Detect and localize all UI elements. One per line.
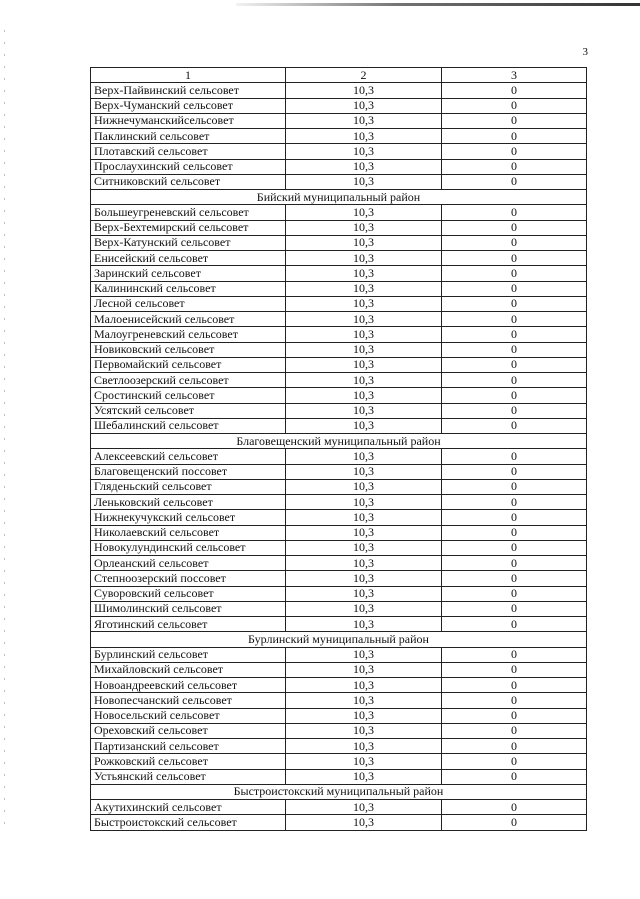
value-col3-cell: 0 [442, 556, 587, 571]
value-col2-cell: 10,3 [286, 129, 442, 144]
value-col2-cell: 10,3 [286, 769, 442, 784]
value-col2-cell: 10,3 [286, 144, 442, 159]
settlement-name-cell: Новосельский сельсовет [91, 708, 286, 723]
value-col2-cell: 10,3 [286, 525, 442, 540]
settlement-name-cell: Нижнекучукский сельсовет [91, 510, 286, 525]
settlement-name-cell: Малоенисейский сельсовет [91, 312, 286, 327]
table-row [91, 815, 587, 830]
value-col2-cell: 10,3 [286, 83, 442, 98]
value-col2-cell: 10,3 [286, 815, 442, 830]
allocation-table [90, 67, 587, 831]
page-number: 3 [582, 46, 588, 58]
settlement-name-cell: Светлоозерский сельсовет [91, 373, 286, 388]
value-col2-cell: 10,3 [286, 449, 442, 464]
table-row [91, 357, 587, 372]
table-row [91, 723, 587, 738]
table-row [91, 129, 587, 144]
table-row [91, 495, 587, 510]
value-col2-cell: 10,3 [286, 708, 442, 723]
settlement-name-cell: Нижнечуманскийсельсовет [91, 113, 286, 128]
value-col3-cell: 0 [442, 312, 587, 327]
value-col3-cell: 0 [442, 571, 587, 586]
settlement-name-cell: Акутихинский сельсовет [91, 800, 286, 815]
value-col3-cell: 0 [442, 357, 587, 372]
value-col2-cell: 10,3 [286, 205, 442, 220]
value-col3-cell: 0 [442, 373, 587, 388]
district-title: Бийский муниципальный район [91, 190, 587, 205]
value-col3-cell: 0 [442, 205, 587, 220]
table-row [91, 266, 587, 281]
settlement-name-cell: Рожковский сельсовет [91, 754, 286, 769]
table-row [91, 235, 587, 250]
table-row [91, 769, 587, 784]
table-row [91, 83, 587, 98]
value-col2-cell: 10,3 [286, 693, 442, 708]
value-col2-cell: 10,3 [286, 647, 442, 662]
value-col2-cell: 10,3 [286, 235, 442, 250]
settlement-name-cell: Суворовский сельсовет [91, 586, 286, 601]
district-section-row [91, 784, 587, 799]
value-col3-cell: 0 [442, 525, 587, 540]
value-col3-cell: 0 [442, 662, 587, 677]
value-col3-cell: 0 [442, 800, 587, 815]
settlement-name-cell: Устьянский сельсовет [91, 769, 286, 784]
settlement-name-cell: Новокулундинский сельсовет [91, 540, 286, 555]
value-col3-cell: 0 [442, 403, 587, 418]
value-col3-cell: 0 [442, 251, 587, 266]
table-row [91, 113, 587, 128]
table-row [91, 525, 587, 540]
value-col2-cell: 10,3 [286, 586, 442, 601]
value-col2-cell: 10,3 [286, 601, 442, 616]
settlement-name-cell: Михайловский сельсовет [91, 662, 286, 677]
settlement-name-cell: Степноозерский поссовет [91, 571, 286, 586]
district-title: Быстроистокский муниципальный район [91, 784, 587, 799]
settlement-name-cell: Верх-Пайвинский сельсовет [91, 83, 286, 98]
value-col2-cell: 10,3 [286, 266, 442, 281]
value-col2-cell: 10,3 [286, 159, 442, 174]
table-row [91, 449, 587, 464]
value-col2-cell: 10,3 [286, 754, 442, 769]
settlement-name-cell: Малоугреневский сельсовет [91, 327, 286, 342]
value-col3-cell: 0 [442, 159, 587, 174]
value-col2-cell: 10,3 [286, 327, 442, 342]
value-col3-cell: 0 [442, 235, 587, 250]
value-col2-cell: 10,3 [286, 174, 442, 189]
value-col3-cell: 0 [442, 83, 587, 98]
value-col2-cell: 10,3 [286, 98, 442, 113]
header-cell-col2: 2 [286, 68, 442, 83]
settlement-name-cell: Лесной сельсовет [91, 296, 286, 311]
district-section-row [91, 434, 587, 449]
settlement-name-cell: Николаевский сельсовет [91, 525, 286, 540]
value-col3-cell: 0 [442, 647, 587, 662]
table-row [91, 159, 587, 174]
table-row [91, 251, 587, 266]
value-col2-cell: 10,3 [286, 800, 442, 815]
value-col2-cell: 10,3 [286, 251, 442, 266]
value-col3-cell: 0 [442, 129, 587, 144]
table-row [91, 662, 587, 677]
scan-binding-marks [4, 30, 5, 830]
table-row [91, 617, 587, 632]
value-col3-cell: 0 [442, 220, 587, 235]
value-col3-cell: 0 [442, 98, 587, 113]
table-row [91, 342, 587, 357]
value-col3-cell: 0 [442, 739, 587, 754]
table-row [91, 403, 587, 418]
value-col3-cell: 0 [442, 617, 587, 632]
table-row [91, 418, 587, 433]
settlement-name-cell: Шимолинский сельсовет [91, 601, 286, 616]
table-row [91, 586, 587, 601]
value-col3-cell: 0 [442, 281, 587, 296]
value-col3-cell: 0 [442, 342, 587, 357]
settlement-name-cell: Ореховский сельсовет [91, 723, 286, 738]
value-col2-cell: 10,3 [286, 739, 442, 754]
value-col3-cell: 0 [442, 479, 587, 494]
table-row [91, 693, 587, 708]
settlement-name-cell: Алексеевский сельсовет [91, 449, 286, 464]
district-section-row [91, 190, 587, 205]
table-row [91, 601, 587, 616]
settlement-name-cell: Паклинский сельсовет [91, 129, 286, 144]
header-cell-col3: 3 [442, 68, 587, 83]
settlement-name-cell: Верх-Чуманский сельсовет [91, 98, 286, 113]
settlement-name-cell: Бурлинский сельсовет [91, 647, 286, 662]
value-col2-cell: 10,3 [286, 678, 442, 693]
value-col2-cell: 10,3 [286, 357, 442, 372]
table-body [91, 68, 587, 831]
value-col3-cell: 0 [442, 693, 587, 708]
settlement-name-cell: Орлеанский сельсовет [91, 556, 286, 571]
table-row [91, 373, 587, 388]
table-row [91, 800, 587, 815]
district-section-row [91, 632, 587, 647]
district-title: Благовещенский муниципальный район [91, 434, 587, 449]
table-row [91, 296, 587, 311]
settlement-name-cell: Ситниковский сельсовет [91, 174, 286, 189]
value-col3-cell: 0 [442, 464, 587, 479]
value-col2-cell: 10,3 [286, 495, 442, 510]
settlement-name-cell: Быстроистокский сельсовет [91, 815, 286, 830]
value-col3-cell: 0 [442, 495, 587, 510]
value-col2-cell: 10,3 [286, 342, 442, 357]
value-col2-cell: 10,3 [286, 510, 442, 525]
settlement-name-cell: Новоандреевский сельсовет [91, 678, 286, 693]
value-col2-cell: 10,3 [286, 296, 442, 311]
settlement-name-cell: Калининский сельсовет [91, 281, 286, 296]
table-row [91, 571, 587, 586]
value-col3-cell: 0 [442, 449, 587, 464]
value-col3-cell: 0 [442, 144, 587, 159]
settlement-name-cell: Яготинский сельсовет [91, 617, 286, 632]
table-row [91, 174, 587, 189]
value-col2-cell: 10,3 [286, 312, 442, 327]
value-col3-cell: 0 [442, 708, 587, 723]
table-row [91, 388, 587, 403]
value-col3-cell: 0 [442, 754, 587, 769]
value-col2-cell: 10,3 [286, 464, 442, 479]
table-row [91, 464, 587, 479]
settlement-name-cell: Новиковский сельсовет [91, 342, 286, 357]
value-col2-cell: 10,3 [286, 220, 442, 235]
value-col2-cell: 10,3 [286, 723, 442, 738]
value-col2-cell: 10,3 [286, 403, 442, 418]
settlement-name-cell: Верх-Бехтемирский сельсовет [91, 220, 286, 235]
value-col3-cell: 0 [442, 586, 587, 601]
table-row [91, 281, 587, 296]
value-col3-cell: 0 [442, 296, 587, 311]
scan-edge-line [236, 3, 640, 6]
settlement-name-cell: Прослаухинский сельсовет [91, 159, 286, 174]
table-row [91, 540, 587, 555]
value-col3-cell: 0 [442, 769, 587, 784]
value-col2-cell: 10,3 [286, 662, 442, 677]
settlement-name-cell: Усятский сельсовет [91, 403, 286, 418]
value-col3-cell: 0 [442, 174, 587, 189]
settlement-name-cell: Шебалинский сельсовет [91, 418, 286, 433]
value-col2-cell: 10,3 [286, 113, 442, 128]
table-row [91, 479, 587, 494]
table-row [91, 220, 587, 235]
table-row [91, 708, 587, 723]
settlement-name-cell: Плотавский сельсовет [91, 144, 286, 159]
value-col2-cell: 10,3 [286, 571, 442, 586]
table-row [91, 678, 587, 693]
value-col2-cell: 10,3 [286, 479, 442, 494]
district-title: Бурлинский муниципальный район [91, 632, 587, 647]
table-header-row [91, 68, 587, 83]
settlement-name-cell: Партизанский сельсовет [91, 739, 286, 754]
value-col2-cell: 10,3 [286, 388, 442, 403]
table-row [91, 98, 587, 113]
value-col3-cell: 0 [442, 815, 587, 830]
value-col2-cell: 10,3 [286, 281, 442, 296]
table-row [91, 647, 587, 662]
value-col3-cell: 0 [442, 723, 587, 738]
settlement-name-cell: Леньковский сельсовет [91, 495, 286, 510]
value-col2-cell: 10,3 [286, 540, 442, 555]
table-row [91, 312, 587, 327]
value-col3-cell: 0 [442, 678, 587, 693]
settlement-name-cell: Енисейский сельсовет [91, 251, 286, 266]
table-row [91, 556, 587, 571]
settlement-name-cell: Благовещенский поссовет [91, 464, 286, 479]
settlement-name-cell: Заринский сельсовет [91, 266, 286, 281]
value-col3-cell: 0 [442, 510, 587, 525]
settlement-name-cell: Верх-Катунский сельсовет [91, 235, 286, 250]
settlement-name-cell: Гляденьский сельсовет [91, 479, 286, 494]
value-col3-cell: 0 [442, 418, 587, 433]
value-col3-cell: 0 [442, 327, 587, 342]
table-row [91, 510, 587, 525]
settlement-name-cell: Сростинский сельсовет [91, 388, 286, 403]
value-col3-cell: 0 [442, 540, 587, 555]
table-row [91, 754, 587, 769]
table-row [91, 205, 587, 220]
header-cell-col1: 1 [91, 68, 286, 83]
value-col3-cell: 0 [442, 601, 587, 616]
value-col3-cell: 0 [442, 113, 587, 128]
value-col3-cell: 0 [442, 266, 587, 281]
table-row [91, 144, 587, 159]
table-row [91, 327, 587, 342]
value-col3-cell: 0 [442, 388, 587, 403]
settlement-name-cell: Первомайский сельсовет [91, 357, 286, 372]
value-col2-cell: 10,3 [286, 418, 442, 433]
value-col2-cell: 10,3 [286, 373, 442, 388]
value-col2-cell: 10,3 [286, 617, 442, 632]
settlement-name-cell: Новопесчанский сельсовет [91, 693, 286, 708]
settlement-name-cell: Большеугреневский сельсовет [91, 205, 286, 220]
table-row [91, 739, 587, 754]
value-col2-cell: 10,3 [286, 556, 442, 571]
